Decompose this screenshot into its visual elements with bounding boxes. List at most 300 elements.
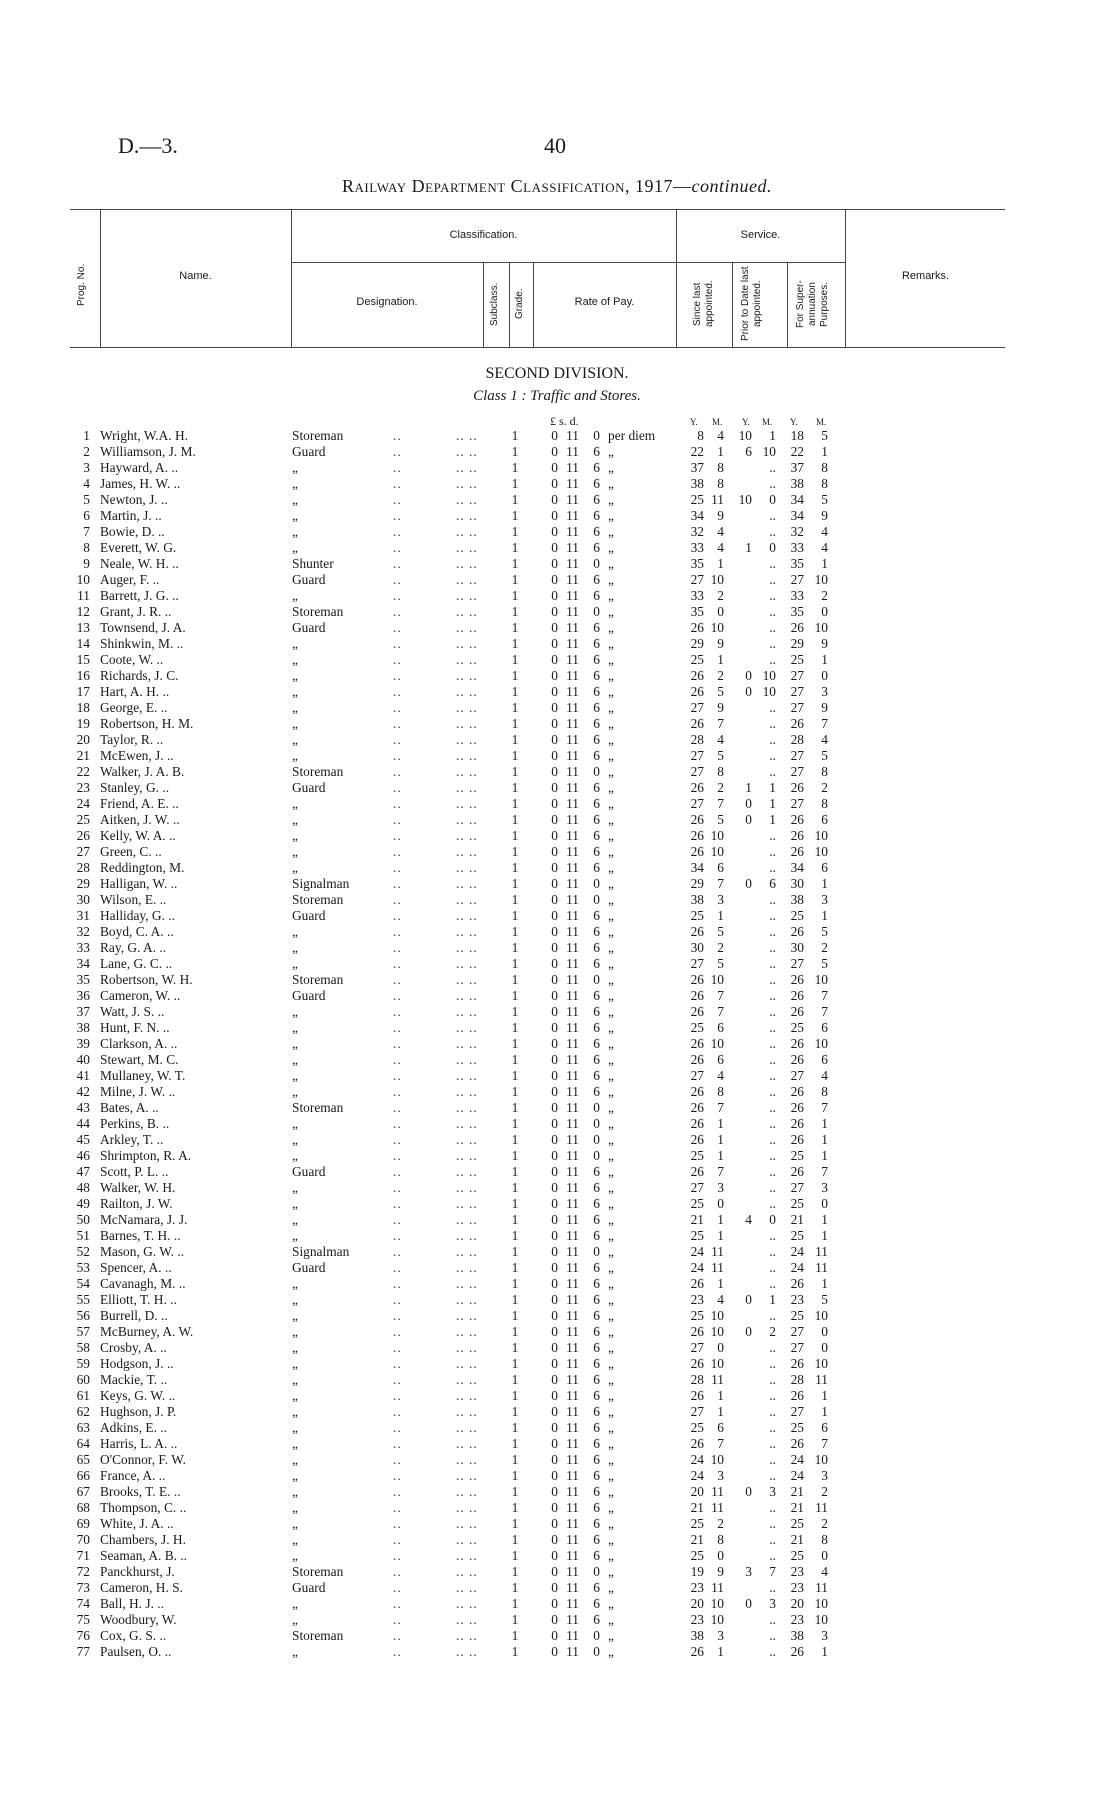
pay-period: „ [608,652,614,667]
superannuation-years: 27 [790,1068,804,1083]
designation: „ [292,1500,298,1515]
table-row [0,1020,1114,1036]
grade: 1 [511,700,519,715]
prior-months: .. [769,572,776,587]
pay-shillings: 11 [566,940,579,955]
pay-shillings: 11 [566,428,579,443]
superannuation-years: 27 [790,1180,804,1195]
pay-shillings: 11 [566,1116,579,1131]
since-last-years: 29 [690,636,704,651]
designation: „ [292,524,298,539]
superannuation-years: 27 [790,572,804,587]
leader-dots: .. .. [456,556,478,571]
prior-months: .. [769,1500,776,1515]
since-last-months: 1 [717,444,724,459]
leader-dots: .. .. [456,796,478,811]
designation: Storeman [292,892,344,907]
prior-months: .. [769,828,776,843]
header-since-last: Since last appointed. [692,280,715,328]
table-row [0,492,1114,508]
prior-months: .. [769,1020,776,1035]
pay-pounds: 0 [551,588,558,603]
superannuation-years: 34 [790,860,804,875]
employee-name: Hayward, A. .. [100,460,179,475]
since-last-months: 10 [710,844,724,859]
grade: 1 [511,892,519,907]
superannuation-months: 8 [821,1532,828,1547]
prog-number: 23 [76,780,90,795]
leader-dots: .. .. [456,764,478,779]
table-row [0,1580,1114,1596]
pay-pence: 6 [593,1388,600,1403]
pay-period: „ [608,892,614,907]
leader-dots: .. [393,428,402,443]
table-row [0,1532,1114,1548]
table-row [0,1628,1114,1644]
pay-shillings: 11 [566,892,579,907]
superannuation-months: 4 [821,540,828,555]
designation: Guard [292,908,326,923]
prior-months: .. [769,956,776,971]
since-last-years: 25 [690,1196,704,1211]
leader-dots: .. .. [456,1052,478,1067]
prog-number: 68 [76,1500,90,1515]
since-last-months: 11 [711,1260,724,1275]
prior-months: 3 [769,1596,776,1611]
prior-months: .. [769,1644,776,1659]
table-row [0,924,1114,940]
page-title [0,176,1114,197]
grade: 1 [511,476,519,491]
employee-name: James, H. W. .. [100,476,181,491]
pay-period: „ [608,1180,614,1195]
prog-number: 25 [76,812,90,827]
designation: „ [292,796,298,811]
since-last-months: 10 [710,1308,724,1323]
prog-number: 72 [76,1564,90,1579]
prog-number: 26 [76,828,90,843]
pay-shillings: 11 [566,572,579,587]
designation: „ [292,1596,298,1611]
since-last-months: 10 [710,572,724,587]
pay-shillings: 11 [566,956,579,971]
since-last-months: 11 [711,1372,724,1387]
prior-months: .. [769,1148,776,1163]
designation: Guard [292,1580,326,1595]
superannuation-years: 26 [790,1276,804,1291]
superannuation-years: 26 [790,844,804,859]
since-last-years: 26 [690,828,704,843]
pay-pounds: 0 [551,652,558,667]
leader-dots: .. [393,1468,402,1483]
leader-dots: .. .. [456,1564,478,1579]
leader-dots: .. [393,1516,402,1531]
superannuation-months: 3 [821,892,828,907]
since-last-years: 26 [690,1052,704,1067]
pay-pence: 6 [593,1228,600,1243]
table-row [0,1100,1114,1116]
since-last-years: 23 [690,1580,704,1595]
employee-name: Stewart, M. C. [100,1052,179,1067]
prior-months: 3 [769,1484,776,1499]
since-last-months: 1 [717,1116,724,1131]
superannuation-months: 3 [821,1468,828,1483]
pay-pounds: 0 [551,476,558,491]
table-row [0,972,1114,988]
pay-period: „ [608,1356,614,1371]
table-row [0,1420,1114,1436]
since-last-years: 25 [690,908,704,923]
superannuation-years: 26 [790,716,804,731]
employee-name: Robertson, W. H. [100,972,193,987]
since-last-months: 5 [717,684,724,699]
since-last-months: 4 [717,1068,724,1083]
pay-pounds: 0 [551,908,558,923]
superannuation-years: 26 [790,1132,804,1147]
pay-period: „ [608,1164,614,1179]
grade: 1 [511,668,519,683]
pay-pounds: 0 [551,1020,558,1035]
prior-years: 10 [738,492,752,507]
since-last-years: 35 [690,556,704,571]
superannuation-months: 5 [821,492,828,507]
superannuation-years: 38 [790,1628,804,1643]
pay-pounds: 0 [551,796,558,811]
leader-dots: .. [393,1004,402,1019]
since-last-years: 37 [690,460,704,475]
prior-years: 0 [745,876,752,891]
pay-pounds: 0 [551,1580,558,1595]
pay-pence: 0 [593,1564,600,1579]
leader-dots: .. .. [456,604,478,619]
pay-period: „ [608,1612,614,1627]
pay-pounds: 0 [551,684,558,699]
superannuation-years: 30 [790,940,804,955]
since-last-months: 3 [717,1180,724,1195]
prior-months: .. [769,1244,776,1259]
leader-dots: .. .. [456,492,478,507]
designation: Storeman [292,1628,344,1643]
leader-dots: .. .. [456,1148,478,1163]
prior-months: .. [769,1468,776,1483]
prog-number: 75 [76,1612,90,1627]
employee-name: White, J. A. .. [100,1516,174,1531]
prior-months: .. [769,1356,776,1371]
employee-name: Newton, J. .. [100,492,168,507]
pay-shillings: 11 [566,1420,579,1435]
table-row [0,652,1114,668]
pay-period: „ [608,1212,614,1227]
prog-number: 71 [76,1548,90,1563]
grade: 1 [511,1580,519,1595]
superannuation-years: 24 [790,1244,804,1259]
designation: Guard [292,572,326,587]
superannuation-years: 25 [790,1228,804,1243]
prior-months: .. [769,1436,776,1451]
superannuation-months: 6 [821,812,828,827]
since-last-months: 3 [717,892,724,907]
leader-dots: .. .. [456,540,478,555]
pay-pounds: 0 [551,1132,558,1147]
grade: 1 [511,1004,519,1019]
leader-dots: .. .. [456,1484,478,1499]
table-row [0,764,1114,780]
designation: Guard [292,1164,326,1179]
prog-number: 53 [76,1260,90,1275]
superannuation-months: 6 [821,860,828,875]
designation: „ [292,1308,298,1323]
table-row [0,796,1114,812]
prior-months: .. [769,588,776,603]
leader-dots: .. .. [456,1596,478,1611]
superannuation-months: 2 [821,940,828,955]
since-last-months: 7 [717,876,724,891]
superannuation-years: 34 [790,492,804,507]
pay-pounds: 0 [551,620,558,635]
leader-dots: .. .. [456,1020,478,1035]
superannuation-years: 18 [790,428,804,443]
since-last-months: 8 [717,764,724,779]
pay-pence: 6 [593,684,600,699]
superannuation-years: 29 [790,636,804,651]
prog-number: 22 [76,764,90,779]
prog-number: 74 [76,1596,90,1611]
prog-number: 15 [76,652,90,667]
unit-years-3: Y. [790,417,798,427]
pay-pence: 6 [593,1548,600,1563]
prog-number: 31 [76,908,90,923]
pay-shillings: 11 [566,1516,579,1531]
since-last-years: 26 [690,812,704,827]
employee-name: Mason, G. W. .. [100,1244,185,1259]
leader-dots: .. .. [456,972,478,987]
prior-months: .. [769,1036,776,1051]
pay-pounds: 0 [551,860,558,875]
table-row [0,1468,1114,1484]
leader-dots: .. [393,636,402,651]
grade: 1 [511,860,519,875]
since-last-years: 8 [697,428,704,443]
since-last-years: 25 [690,492,704,507]
pay-pence: 6 [593,844,600,859]
pay-period: „ [608,1308,614,1323]
prior-months: .. [769,1164,776,1179]
superannuation-months: 10 [814,1596,828,1611]
table-row [0,1116,1114,1132]
superannuation-months: 5 [821,1292,828,1307]
pay-shillings: 11 [566,1356,579,1371]
leader-dots: .. .. [456,684,478,699]
pay-pounds: 0 [551,444,558,459]
superannuation-months: 9 [821,700,828,715]
designation: Storeman [292,972,344,987]
prog-number: 56 [76,1308,90,1323]
leader-dots: .. .. [456,1436,478,1451]
pay-pounds: 0 [551,1612,558,1627]
pay-pence: 6 [593,1436,600,1451]
pay-shillings: 11 [566,876,579,891]
leader-dots: .. .. [456,1644,478,1659]
pay-pounds: 0 [551,956,558,971]
vline-service-2 [787,262,788,347]
since-last-years: 22 [690,444,704,459]
pay-shillings: 11 [566,1372,579,1387]
pay-period: „ [608,1244,614,1259]
pay-shillings: 11 [566,684,579,699]
designation: „ [292,588,298,603]
pay-period: „ [608,1116,614,1131]
designation: „ [292,1228,298,1243]
employee-name: Friend, A. E. .. [100,796,179,811]
since-last-years: 26 [690,668,704,683]
designation: „ [292,508,298,523]
leader-dots: .. .. [456,1164,478,1179]
since-last-years: 21 [690,1500,704,1515]
employee-name: Walker, J. A. B. [100,764,185,779]
superannuation-months: 6 [821,1420,828,1435]
table-row [0,988,1114,1004]
leader-dots: .. [393,1564,402,1579]
pay-period: „ [608,636,614,651]
prior-months: .. [769,1516,776,1531]
pay-shillings: 11 [566,732,579,747]
designation: „ [292,1196,298,1211]
leader-dots: .. .. [456,1084,478,1099]
since-last-months: 8 [717,1084,724,1099]
since-last-months: 2 [717,588,724,603]
employee-name: Mackie, T. .. [100,1372,168,1387]
pay-period: „ [608,924,614,939]
prior-months: .. [769,476,776,491]
designation: „ [292,684,298,699]
prior-months: 1 [769,428,776,443]
superannuation-years: 25 [790,1020,804,1035]
table-row [0,1180,1114,1196]
grade: 1 [511,780,519,795]
designation: „ [292,924,298,939]
superannuation-years: 26 [790,1436,804,1451]
table-row [0,700,1114,716]
table-row [0,1516,1114,1532]
employee-name: Walker, W. H. [100,1180,176,1195]
grade: 1 [511,540,519,555]
grade: 1 [511,1164,519,1179]
prior-months: .. [769,1196,776,1211]
leader-dots: .. .. [456,1276,478,1291]
grade: 1 [511,444,519,459]
leader-dots: .. .. [456,1612,478,1627]
superannuation-months: 9 [821,636,828,651]
leader-dots: .. [393,1484,402,1499]
leader-dots: .. [393,1020,402,1035]
pay-shillings: 11 [566,812,579,827]
pay-period: „ [608,1340,614,1355]
grade: 1 [511,940,519,955]
leader-dots: .. [393,668,402,683]
since-last-years: 34 [690,508,704,523]
prior-months: .. [769,1532,776,1547]
leader-dots: .. .. [456,1516,478,1531]
leader-dots: .. .. [456,1228,478,1243]
table-row [0,876,1114,892]
superannuation-months: 4 [821,1068,828,1083]
since-last-years: 26 [690,924,704,939]
superannuation-months: 8 [821,476,828,491]
prior-months: .. [769,460,776,475]
since-last-years: 27 [690,1340,704,1355]
table-row [0,1228,1114,1244]
pay-shillings: 11 [566,620,579,635]
pay-pence: 6 [593,1420,600,1435]
prog-number: 63 [76,1420,90,1435]
grade: 1 [511,1356,519,1371]
employee-name: Everett, W. G. [100,540,177,555]
leader-dots: .. [393,444,402,459]
pay-pence: 0 [593,1132,600,1147]
pay-pence: 6 [593,988,600,1003]
superannuation-months: 8 [821,460,828,475]
pay-period: „ [608,1068,614,1083]
leader-dots: .. [393,684,402,699]
pay-pounds: 0 [551,924,558,939]
since-last-years: 24 [690,1244,704,1259]
superannuation-years: 25 [790,1196,804,1211]
superannuation-years: 27 [790,684,804,699]
leader-dots: .. [393,764,402,779]
prior-months: 7 [769,1564,776,1579]
grade: 1 [511,924,519,939]
since-last-months: 5 [717,748,724,763]
prog-number: 13 [76,620,90,635]
prog-number: 11 [77,588,90,603]
leader-dots: .. .. [456,844,478,859]
since-last-months: 7 [717,1164,724,1179]
superannuation-years: 23 [790,1580,804,1595]
pay-pounds: 0 [551,1644,558,1659]
since-last-months: 9 [717,636,724,651]
pay-pence: 6 [593,1372,600,1387]
pay-pounds: 0 [551,1436,558,1451]
pay-period: „ [608,572,614,587]
employee-name: Neale, W. H. .. [100,556,179,571]
prior-months: .. [769,556,776,571]
superannuation-years: 21 [790,1532,804,1547]
employee-name: Chambers, J. H. [100,1532,186,1547]
pay-pence: 6 [593,1596,600,1611]
since-last-years: 25 [690,1516,704,1531]
prog-number: 33 [76,940,90,955]
since-last-months: 10 [710,1324,724,1339]
grade: 1 [511,1324,519,1339]
pay-pence: 6 [593,812,600,827]
prog-number: 36 [76,988,90,1003]
superannuation-months: 9 [821,508,828,523]
header-classification: Classification. [449,229,518,241]
leader-dots: .. [393,492,402,507]
pay-pence: 6 [593,1468,600,1483]
pay-shillings: 11 [566,1628,579,1643]
prior-months: .. [769,988,776,1003]
designation: „ [292,1052,298,1067]
leader-dots: .. .. [456,876,478,891]
pay-pounds: 0 [551,636,558,651]
grade: 1 [511,1292,519,1307]
leader-dots: .. [393,588,402,603]
superannuation-months: 7 [821,1436,828,1451]
table-row [0,748,1114,764]
employee-name: Bates, A. .. [100,1100,159,1115]
superannuation-years: 28 [790,732,804,747]
